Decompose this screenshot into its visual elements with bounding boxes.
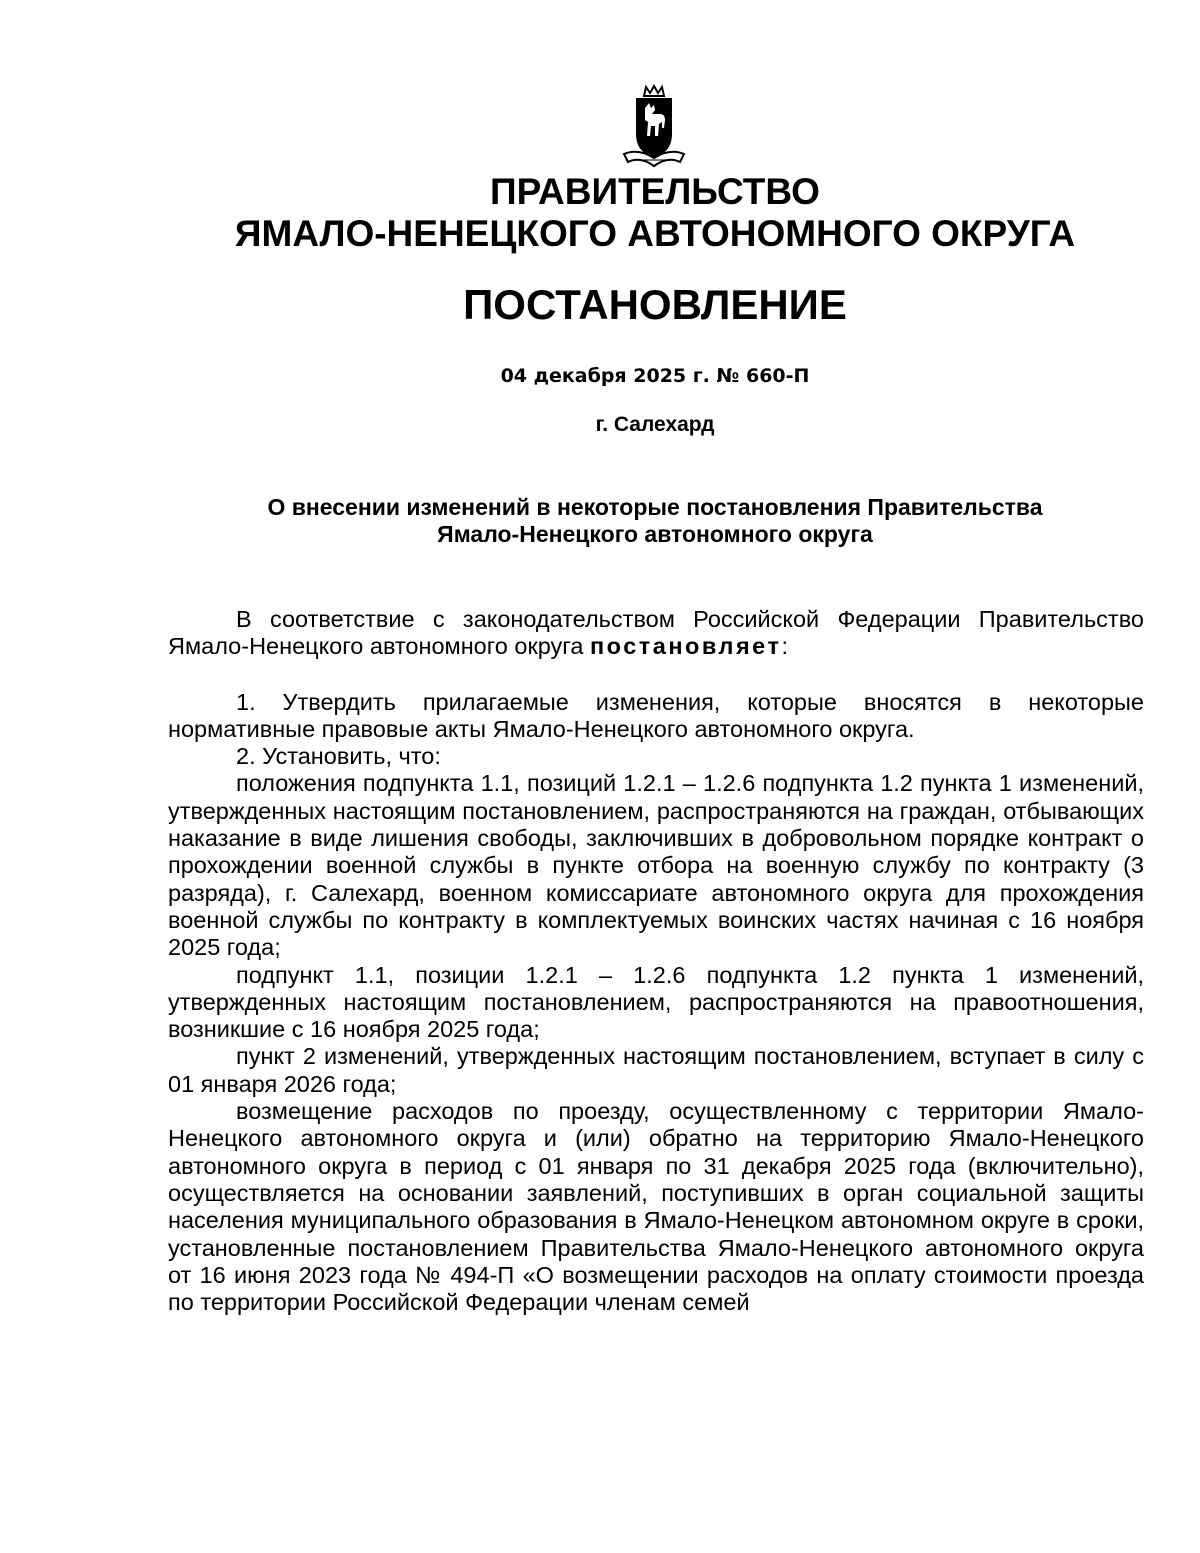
intro-paragraph xyxy=(168,606,1144,661)
document-city: г. Салехард xyxy=(595,413,715,436)
subject-line2: Ямало-Ненецкого автономного округа xyxy=(437,521,873,547)
government-title-line2: ЯМАЛО-НЕНЕЦКОГО АВТОНОМНОГО ОКРУГА xyxy=(234,213,1076,254)
paragraph-1: 1. Утвердить прилагаемые изменения, которые вносятся в некоторые нормативные правовые акты Ямало-Ненецкого автономного округа. xyxy=(168,688,1144,742)
paragraph-6: возмещение расходов по проезду, осуществленному с территории Ямало-Ненецкого автономного округа и (или) обратно на территорию Ямало-Ненецкого автономного округа в период с 01 января по 31 декабря 2025 года (включительно), осуществляется на основании заявлений, поступивших в орган социальной защиты населения муниципального образования в Ямало-Ненецком автономном округе в сроки, установленные постановлением Правительства Ямало-Ненецкого автономного округа от 16 июня 2023 года № 494-П «О возмещении расходов на оплату стоимости проезда по территории Российской Федерации членам семей xyxy=(168,1098,1144,1316)
paragraph-4: подпункт 1.1, позиции 1.2.1 – 1.2.6 подпункта 1.2 пункта 1 изменений, утвержденных настоящим постановлением, распространяются на правоотношения, возникшие с 16 ноября 2025 года; xyxy=(168,961,1144,1043)
paragraph-3: положения подпункта 1.1, позиций 1.2.1 – 1.2.6 подпункта 1.2 пункта 1 изменений, утвержденных настоящим постановлением, распространяются на граждан, отбывающих наказание в виде лишения свободы, заключивших в добровольном порядке контракт о прохождении военной службы в пункте отбора на военную службу по контракту (3 разряда), г. Салехард, военном комиссариате автономного округа для прохождения военной службы по контракту в комплектуемых воинских частях начиная с 16 ноября 2025 года; xyxy=(168,770,1144,961)
document-body xyxy=(168,606,1144,1316)
document-date-number: 04 декабря 2025 г. № 660-П xyxy=(500,365,810,387)
intro-text: В соответствие с законодательством Российской Федерации Правительство Ямало-Ненецкого автономного округа xyxy=(168,606,1144,660)
document-type-heading: ПОСТАНОВЛЕНИЕ xyxy=(463,281,847,328)
intro-end: : xyxy=(781,633,788,660)
paragraph-2: 2. Установить, что: xyxy=(236,743,441,770)
paragraph-5: пункт 2 изменений, утвержденных настоящим постановлением, вступает в силу с 01 января 2026 года; xyxy=(168,1043,1144,1097)
resolution-keyword: постановляет xyxy=(589,633,782,660)
coat-of-arms-emblem xyxy=(618,84,690,170)
document-subject xyxy=(150,494,1160,548)
subject-line1: О внесении изменений в некоторые постановления Правительства xyxy=(267,494,1043,520)
government-title-line1: ПРАВИТЕЛЬСТВО xyxy=(490,171,820,212)
